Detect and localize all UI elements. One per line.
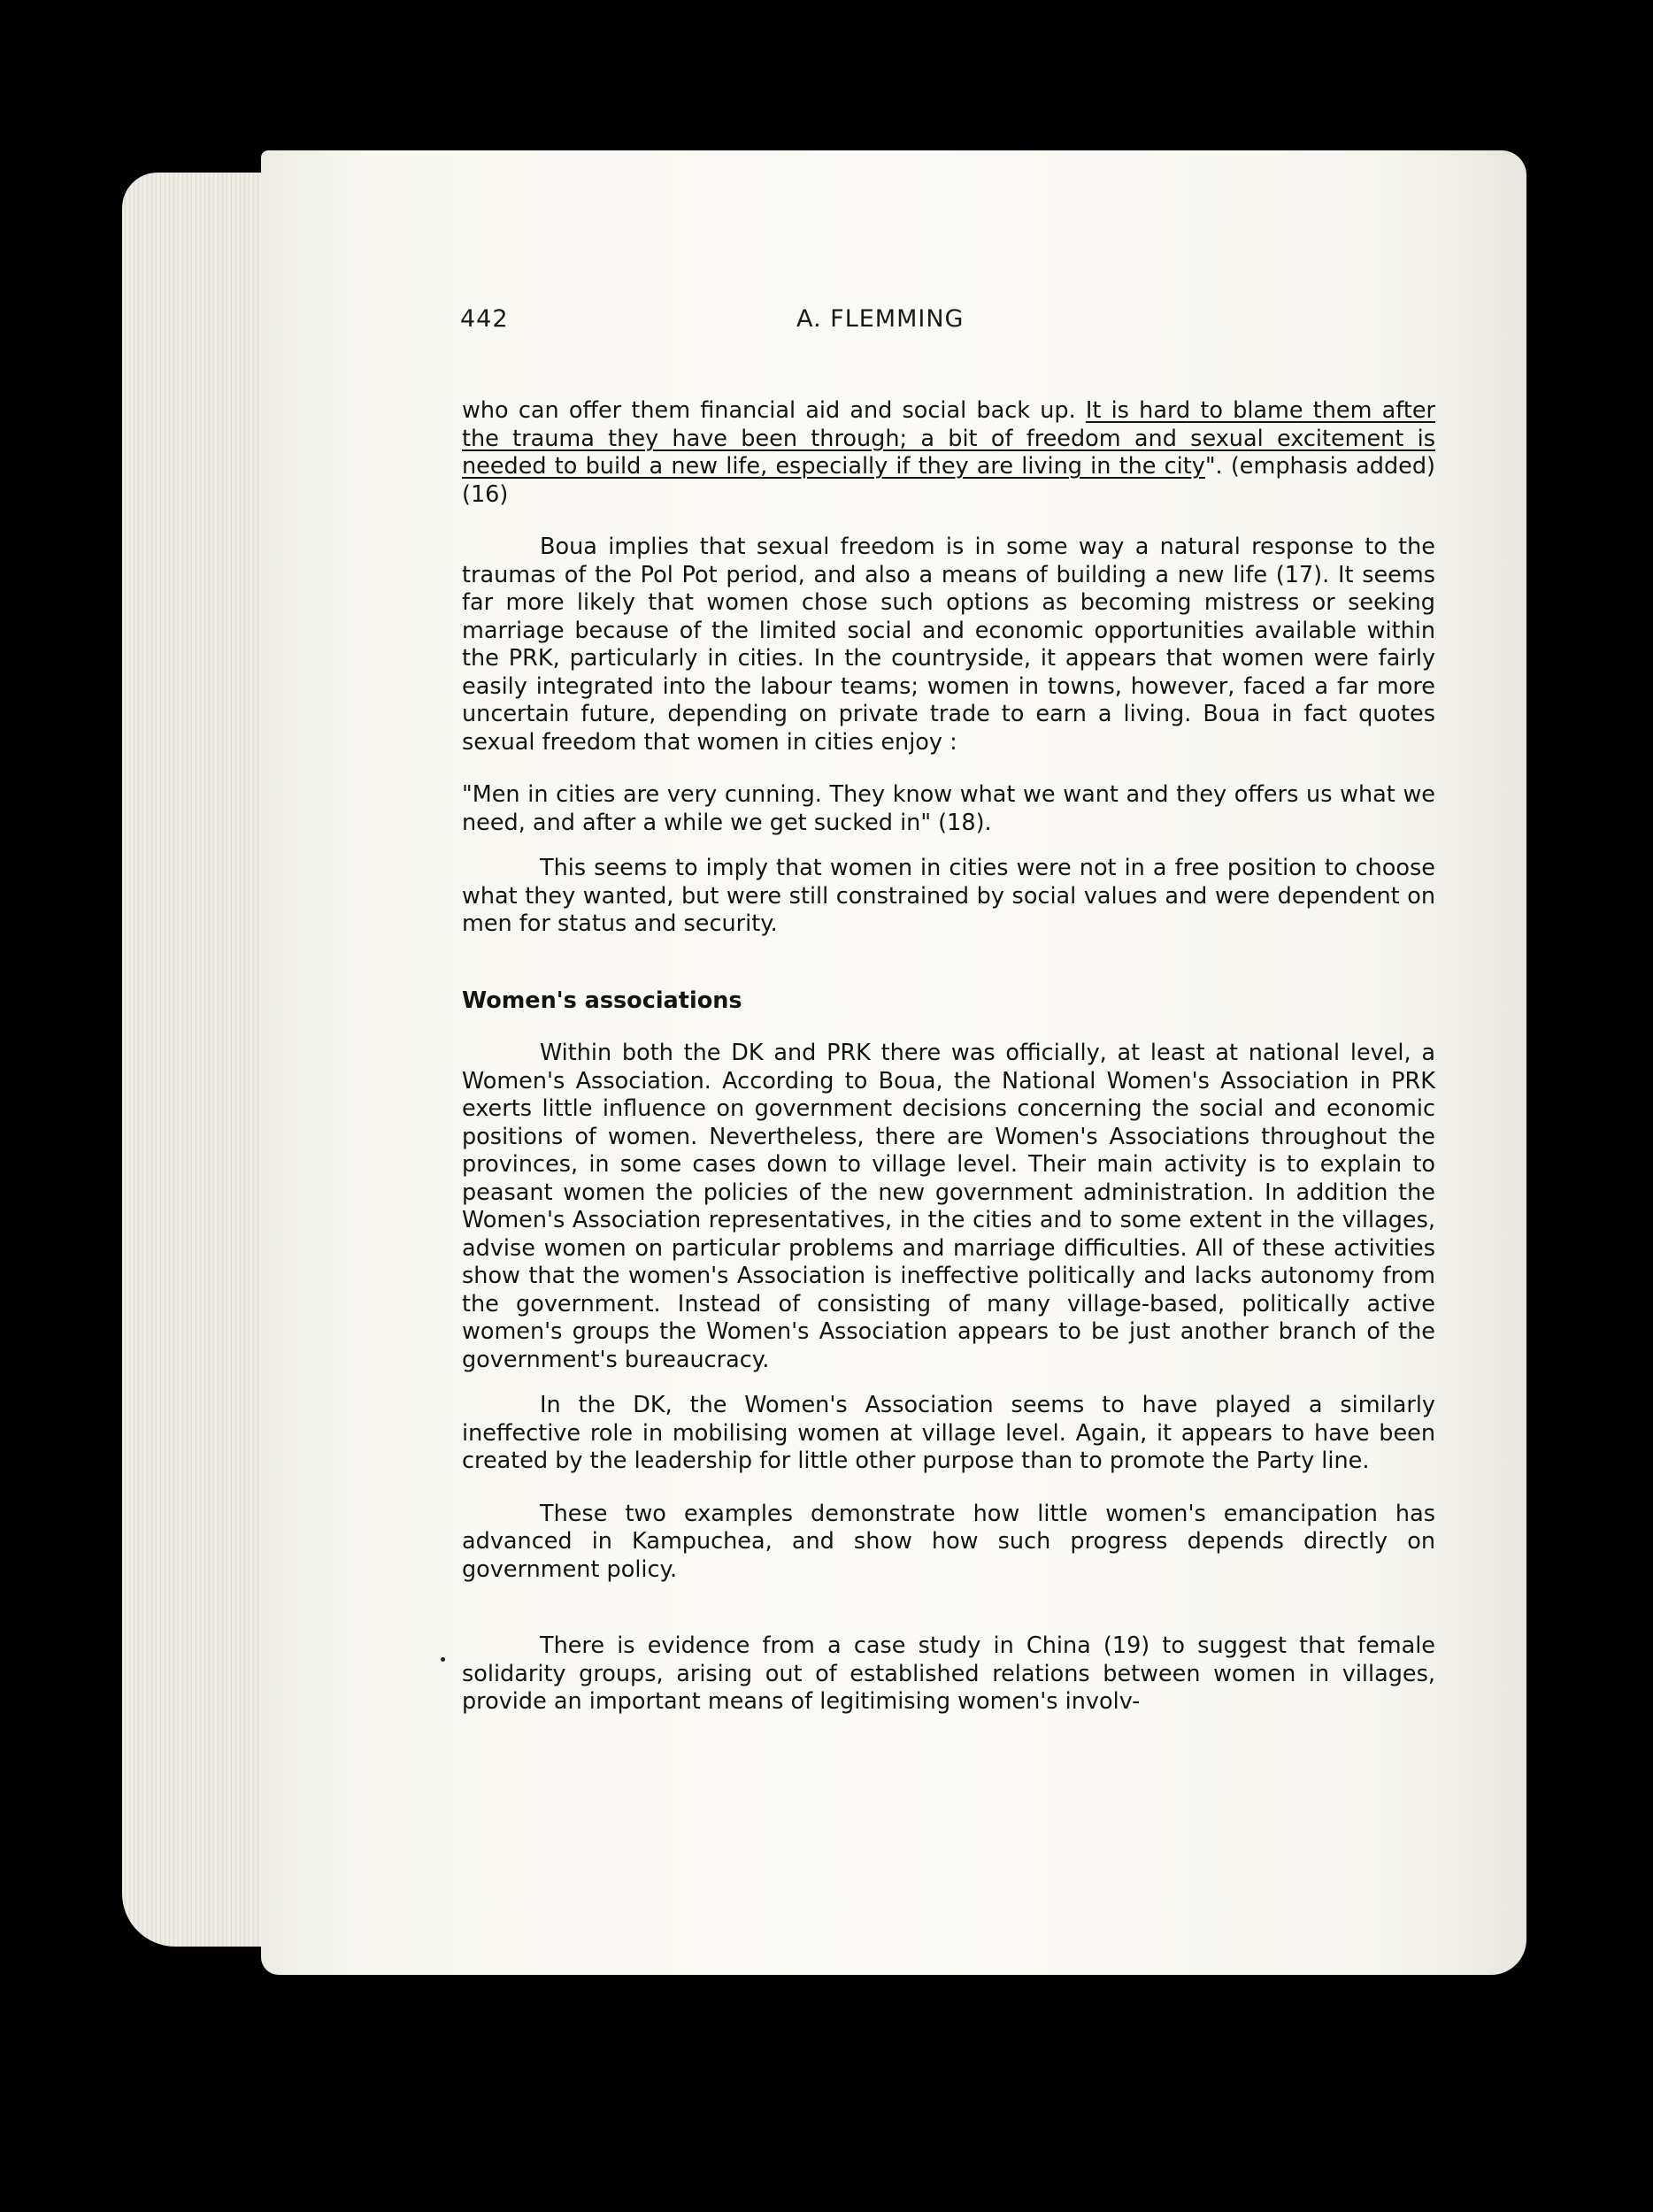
paragraph-two-examples: These two examples demonstrate how little women's emancipation has advanced in Kampuchea, and show how such progress depends directly on government policy.: [462, 1500, 1435, 1583]
paragraph-boua-implies: Boua implies that sexual freedom is in some way a natural response to the traumas of the Pol Pot period, and also a means of building a new life (17). It seems far more likely that women chose such options as becoming mistress or seeking marriage because of the limited social and economic opportunities available within the PRK, particularly in cities. In the countryside, it appears that women were fairly easily integrated into the labour teams; women in towns, however, faced a far more uncertain future, depending on private trade to earn a living. Boua in fact quotes sexual freedom that women in cities enjoy :: [462, 534, 1435, 756]
stray-dot-mark: [441, 1657, 445, 1662]
paragraph-free-position: This seems to imply that women in cities were not in a free position to choose what they wanted, but were still constrained by social values and were dependent on men for status and security.: [462, 855, 1435, 937]
running-header: [460, 305, 1442, 341]
paragraph-dk-prk: Within both the DK and PRK there was officially, at least at national level, a Women's Association. According to Boua, the National Women's Association in PRK exerts little influence on government decisions concerning the social and economic positions of women. Nevertheless, there are Women's Associations throughout the provinces, in some cases down to village level. Their main activity is to explain to peasant women the policies of the new government administration. In addition the Women's Association representatives, in the cities and to some extent in the villages, advise women on particular problems and marriage difficulties. All of these activities show that the women's Association is ineffective politically and lacks autonomy from the government. Instead of consisting of many village-based, politically active women's groups the Women's Association appears to be just another branch of the government's bureaucracy.: [462, 1040, 1435, 1373]
quote-citation: ". (emphasis added) (16): [462, 453, 1435, 508]
page-number: 442: [460, 305, 509, 333]
paragraph-in-the-dk: In the DK, the Women's Association seems to have played a similarly ineffective role in mobilising women at village level. Again, it appears to have been created by the leadership for little other purpose than to promote the Party line.: [462, 1392, 1435, 1474]
page-body: [462, 397, 1435, 1717]
running-head-author: A. FLEMMING: [796, 305, 965, 333]
block-quote-men-in-cities: "Men in cities are very cunning. They know what we want and they offers us what we need, and after a while we get sucked in" (18).: [462, 781, 1435, 836]
paragraph-case-study-china: There is evidence from a case study in China (19) to suggest that female solidarity groups, arising out of established relations between women in villages, provide an important means of legitimising women's involv-: [462, 1632, 1435, 1715]
section-heading: Women's associations: [462, 987, 742, 1014]
quote-lead-text: who can offer them financial aid and social back up.: [462, 397, 1086, 424]
underlined-emphasis: It is hard to blame them after the trauma they have been through; a bit of freedom and sexual excitement is needed to build a new life, especially if they are living in the city: [462, 397, 1435, 480]
quote-continuation: [462, 397, 1435, 509]
